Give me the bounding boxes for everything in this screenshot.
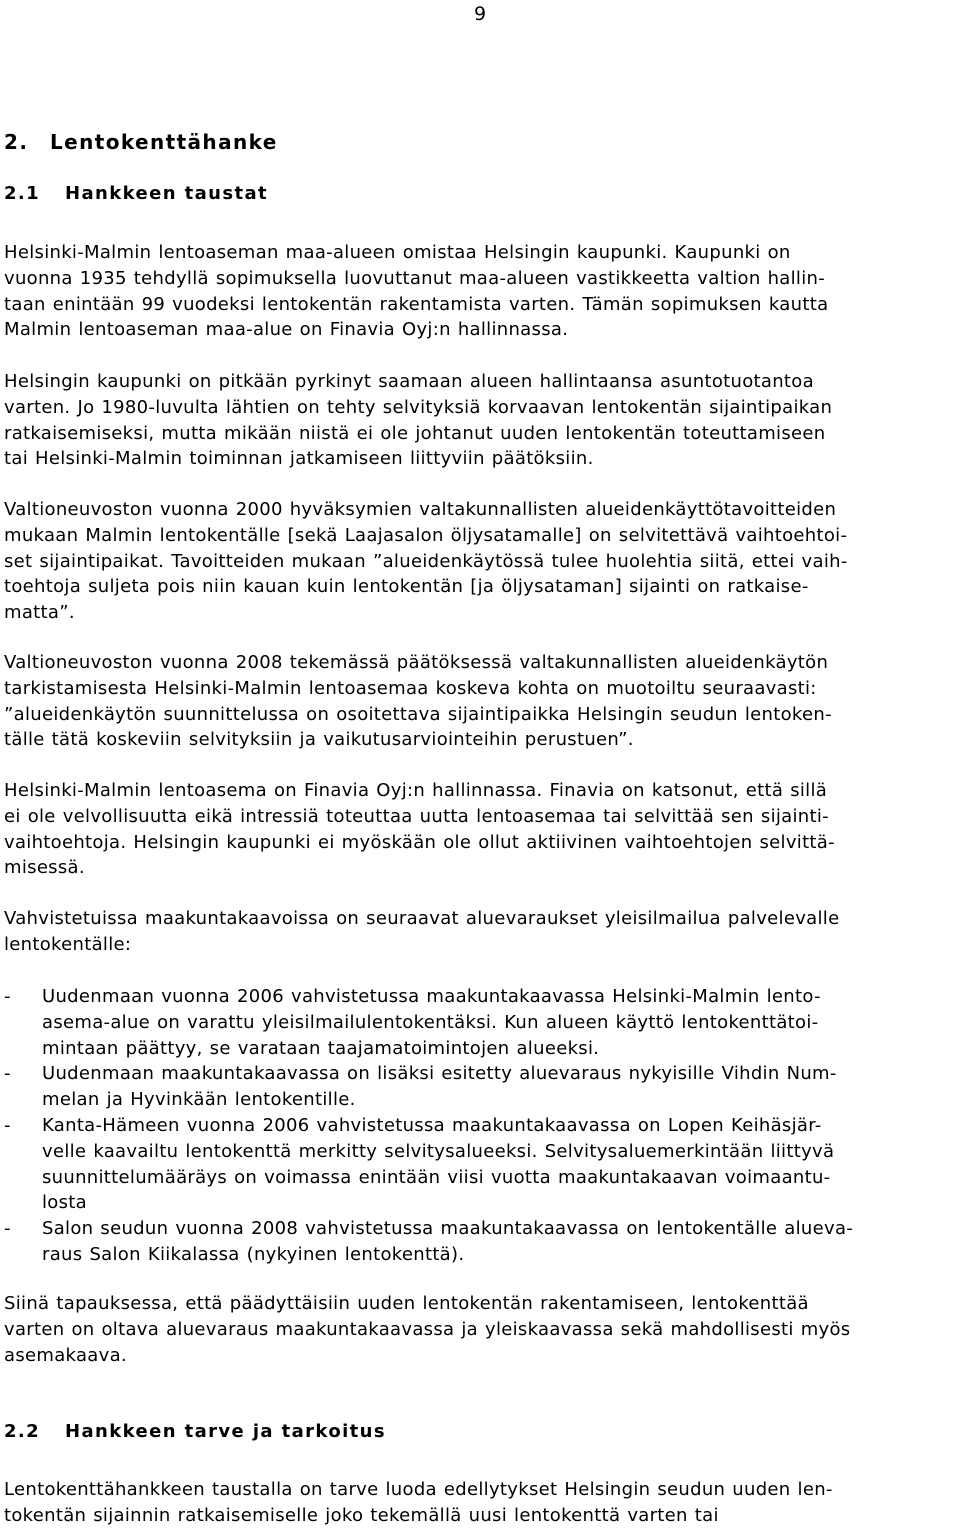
subsection-title: Hankkeen tarve ja tarkoitus [65, 1421, 386, 1442]
text-line: Kanta-Hämeen vuonna 2006 vahvistetussa maakuntakaavassa on Lopen Keihäsjär- [42, 1114, 822, 1136]
text-line: Helsinki-Malmin lentoasema on Finavia Oyj:n hallinnassa. Finavia on katsonut, että sillä [4, 780, 828, 801]
text-line: mintaan päättyy, se varataan taajamatoimintojen alueeksi. [42, 1037, 600, 1059]
list-bullet: - [4, 1218, 11, 1240]
text-line: varten on oltava aluevaraus maakuntakaavassa ja yleiskaavassa sekä mahdollisesti myös [4, 1318, 851, 1340]
text-line: toehtoja suljeta pois niin kauan kuin lentokentän [ja öljysataman] sijainti on ratkaise- [4, 576, 809, 598]
subsection-number: 2.1 [4, 183, 41, 204]
text-line: tarkistamisesta Helsinki-Malmin lentoasemaa koskeva kohta on muotoiltu seuraavasti: [4, 677, 817, 699]
text-line: mukaan Malmin lentokentälle [sekä Laajasalon öljysatamalle] on selvitettävä vaihtoehtoi- [4, 524, 848, 546]
text-line: Vahvistetuissa maakuntakaavoissa on seuraavat aluevaraukset yleisilmailua palvelevalle [4, 908, 840, 929]
list-bullet: - [4, 1063, 11, 1085]
subsection-heading-2-2 [4, 1419, 386, 1445]
text-line: tälle tätä koskeviin selvityksiin ja vaikutusarviointeihin perustuen”. [4, 729, 634, 751]
text-line: velle kaavailtu lentokenttä merkitty selvitysalueeksi. Selvitysaluemerkintään liittyvä [42, 1140, 835, 1162]
subsection-heading-2-1 [4, 181, 268, 207]
text-line: Malmin lentoaseman maa-alue on Finavia Oyj:n hallinnassa. [4, 319, 569, 341]
list-item [4, 1113, 956, 1216]
text-line: lentokentälle: [4, 933, 132, 955]
list-item [4, 1216, 956, 1268]
text-line: tai Helsinki-Malmin toiminnan jatkamiseen liittyviin päätöksiin. [4, 448, 594, 470]
list-item [4, 984, 956, 1061]
text-line: Valtioneuvoston vuonna 2000 hyväksymien valtakunnallisten alueidenkäyttötavoitteiden [4, 499, 837, 520]
section-number: 2. [4, 130, 29, 154]
paragraph-government-2008 [4, 650, 956, 753]
list-item [4, 1061, 956, 1113]
section-heading [4, 128, 278, 156]
text-line: misessä. [4, 857, 85, 879]
text-line: ”alueidenkäytön suunnittelussa on osoitettava sijaintipaikka Helsingin seudun lentoken- [4, 703, 832, 725]
text-line: Siinä tapauksessa, että päädyttäisiin uuden lentokentän rakentamiseen, lentokenttää [4, 1293, 809, 1314]
text-line: taan enintään 99 vuodeksi lentokentän rakentamista varten. Tämän sopimuksen kautta [4, 293, 829, 315]
text-line: ei ole velvollisuutta eikä intressiä toteuttaa uutta lentoasemaa tai selvittää sen sijainti- [4, 805, 829, 827]
text-line: losta [42, 1192, 87, 1214]
paragraph-finavia [4, 778, 956, 881]
paragraph-need-purpose [4, 1477, 956, 1529]
text-line: asema-alue on varattu yleisilmailulentokentäksi. Kun alueen käyttö lentokenttätoi- [42, 1011, 819, 1033]
text-line: Salon seudun vuonna 2008 vahvistetussa maakuntakaavassa on lentokentälle alueva- [42, 1218, 854, 1240]
bullet-list [4, 984, 956, 1268]
text-line: ratkaisemiseksi, mutta mikään niistä ei ole johtanut uuden lentokentän toteuttamiseen [4, 422, 826, 444]
text-line: vaihtoehtoja. Helsingin kaupunki ei myöskään ole ollut aktiivinen vaihtoehtojen selvittä- [4, 831, 835, 853]
text-line: tokentän sijainnin ratkaisemiselle joko tekemällä uusi lentokenttä varten tai [4, 1504, 719, 1526]
page-number: 9 [473, 3, 487, 25]
text-line: Lentokenttähankkeen taustalla on tarve luoda edellytykset Helsingin seudun uuden len- [4, 1479, 833, 1500]
text-line: vuonna 1935 tehdyllä sopimuksella luovuttanut maa-alueen vastikkeetta valtion hallin- [4, 267, 826, 289]
paragraph-regional-plans [4, 906, 956, 958]
text-line: matta”. [4, 602, 75, 624]
text-line: Uudenmaan maakuntakaavassa on lisäksi esitetty aluevaraus nykyisille Vihdin Num- [42, 1063, 837, 1085]
text-line: asemakaava. [4, 1344, 127, 1366]
paragraph-closing [4, 1291, 956, 1368]
text-line: raus Salon Kiikalassa (nykyinen lentokenttä). [42, 1243, 465, 1265]
text-line: Helsinki-Malmin lentoaseman maa-alueen omistaa Helsingin kaupunki. Kaupunki on [4, 242, 791, 263]
text-line: suunnittelumääräys on voimassa enintään viisi vuotta maakuntakaavan voimaantu- [42, 1166, 831, 1188]
list-bullet: - [4, 986, 11, 1007]
subsection-number: 2.2 [4, 1421, 41, 1442]
text-line: varten. Jo 1980-luvulta lähtien on tehty selvityksiä korvaavan lentokentän sijaintipaikan [4, 396, 833, 418]
paragraph-city-efforts [4, 369, 956, 472]
text-line: Valtioneuvoston vuonna 2008 tekemässä päätöksessä valtakunnallisten alueidenkäytön [4, 652, 829, 673]
subsection-title: Hankkeen taustat [65, 183, 269, 204]
section-title: Lentokenttähanke [50, 130, 278, 154]
text-line: set sijaintipaikat. Tavoitteiden mukaan ”alueidenkäytössä tulee huolehtia siitä, ettei vaih- [4, 550, 848, 572]
text-line: melan ja Hyvinkään lentokentille. [42, 1089, 356, 1111]
paragraph-government-2000 [4, 497, 956, 626]
paragraph-background [4, 240, 956, 343]
list-bullet: - [4, 1114, 11, 1136]
text-line: Helsingin kaupunki on pitkään pyrkinyt saamaan alueen hallintaansa asuntotuotantoa [4, 371, 814, 392]
text-line: Uudenmaan vuonna 2006 vahvistetussa maakuntakaavassa Helsinki-Malmin lento- [42, 986, 821, 1007]
